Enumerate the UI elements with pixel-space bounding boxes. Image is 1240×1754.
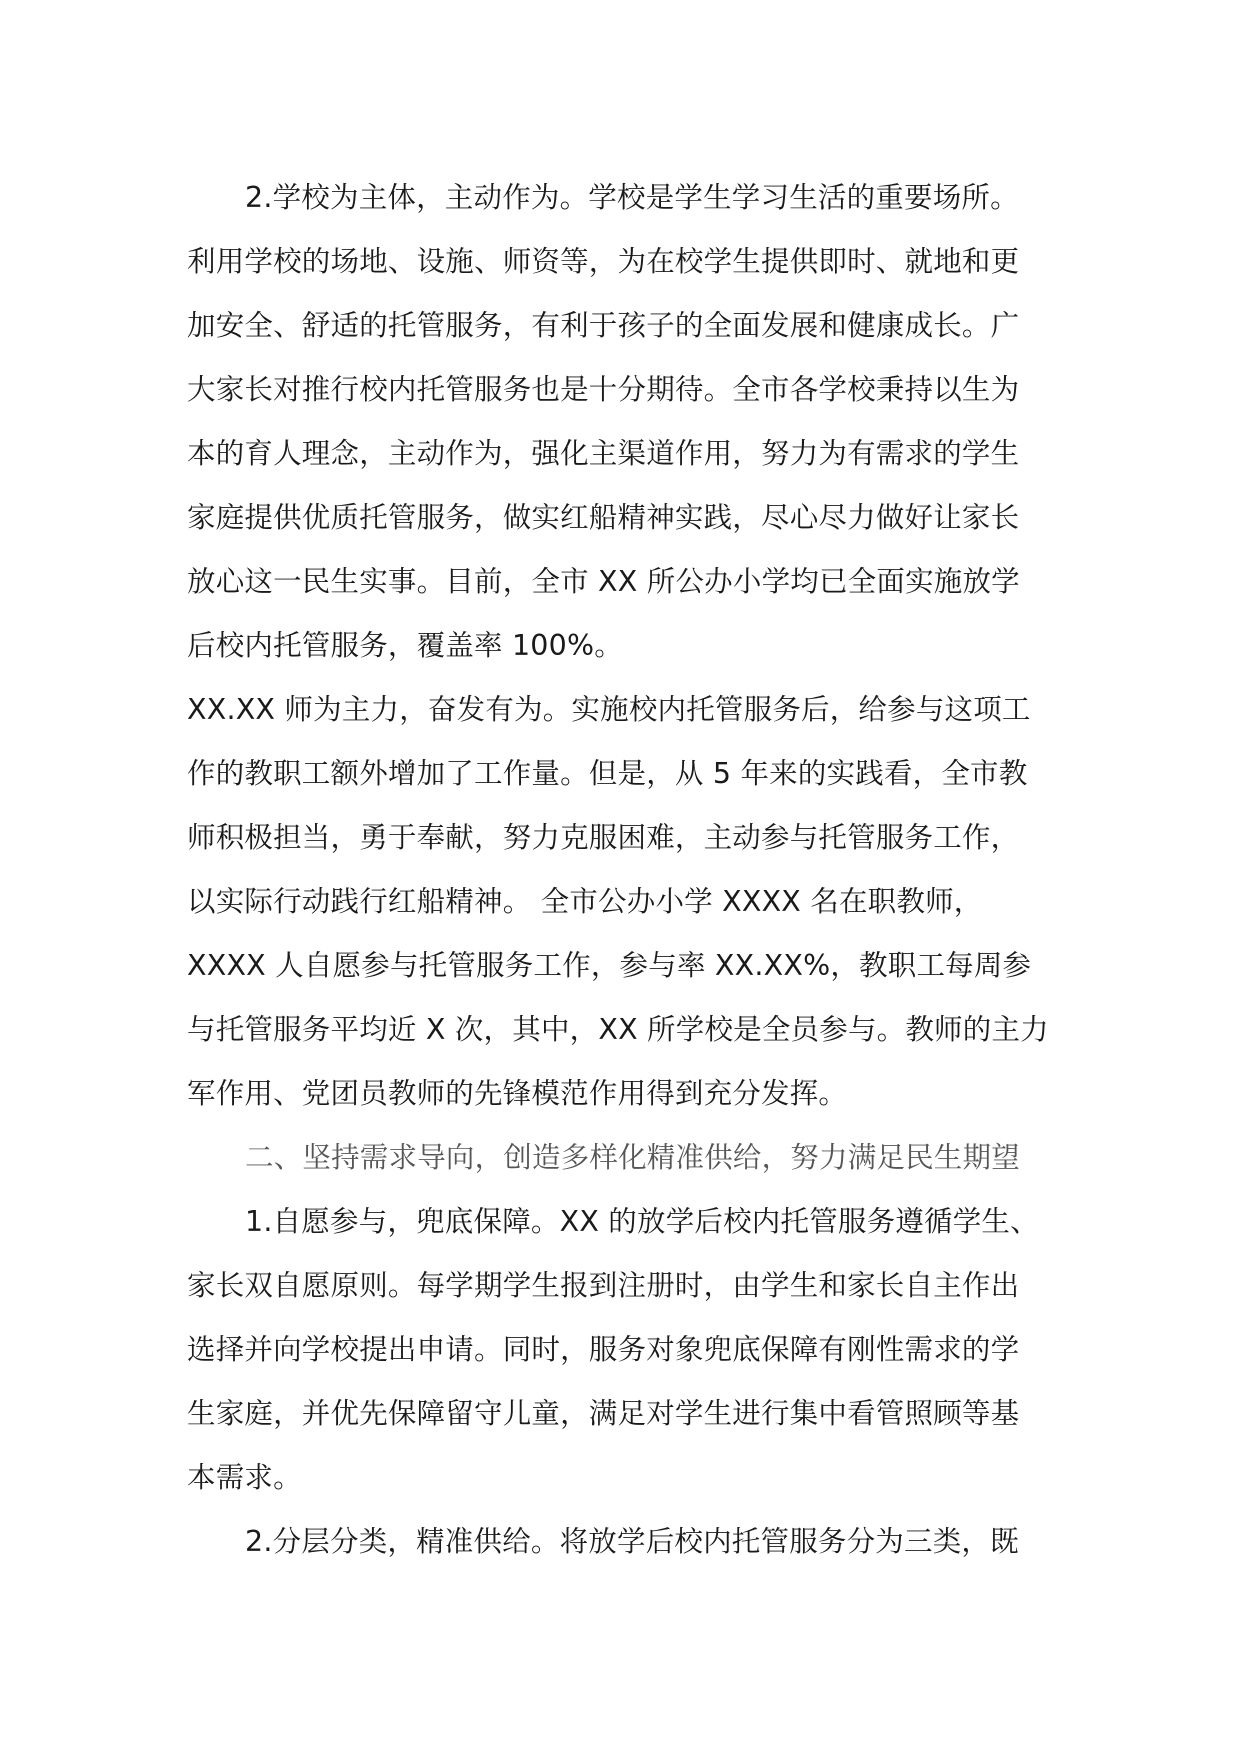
text-line: 利用学校的场地、设施、师资等，为在校学生提供即时、就地和更 [187,245,1020,278]
text-line: 2.分层分类，精准供给。将放学后校内托管服务分为三类，既 [245,1525,1019,1558]
text-line: 本的育人理念，主动作为，强化主渠道作用，努力为有需求的学生 [187,437,1020,470]
text-line: 选择并向学校提出申请。同时，服务对象兜底保障有刚性需求的学 [187,1333,1020,1366]
document-body [187,166,1077,1574]
section-heading: 二、坚持需求导向，创造多样化精准供给，努力满足民生期望 [245,1141,1020,1174]
text-line: 后校内托管服务，覆盖率 100%。 [187,629,623,662]
text-line: 生家庭，并优先保障留守儿童，满足对学生进行集中看管照顾等基 [187,1397,1020,1430]
text-line: 与托管服务平均近 X 次，其中，XX 所学校是全员参与。教师的主力 [187,1013,1049,1046]
text-line: 大家长对推行校内托管服务也是十分期待。全市各学校秉持以生为 [187,373,1020,406]
text-line: 放心这一民生实事。目前，全市 XX 所公办小学均已全面实施放学 [187,565,1020,598]
text-line: 1.自愿参与，兜底保障。XX 的放学后校内托管服务遵循学生、 [245,1205,1039,1238]
text-line: 作的教职工额外增加了工作量。但是，从 5 年来的实践看，全市教 [187,757,1028,790]
text-line: 军作用、党团员教师的先锋模范作用得到充分发挥。 [187,1077,848,1110]
text-line: 师积极担当，勇于奉献，努力克服困难，主动参与托管服务工作， [187,821,1020,854]
text-line: 加安全、舒适的托管服务，有利于孩子的全面发展和健康成长。广 [187,309,1020,342]
text-line: 家长双自愿原则。每学期学生报到注册时，由学生和家长自主作出 [187,1269,1020,1302]
text-line: 以实际行动践行红船精神。 全市公办小学 XXXX 名在职教师， [187,885,983,918]
text-line: XXXX 人自愿参与托管服务工作，参与率 XX.XX%，教职工每周参 [187,949,1032,982]
text-line: 本需求。 [187,1461,302,1494]
text-line: XX.XX 师为主力，奋发有为。实施校内托管服务后，给参与这项工 [187,693,1031,726]
text-line: 家庭提供优质托管服务，做实红船精神实践，尽心尽力做好让家长 [187,501,1020,534]
text-line: 2.学校为主体，主动作为。学校是学生学习生活的重要场所。 [245,181,1019,214]
